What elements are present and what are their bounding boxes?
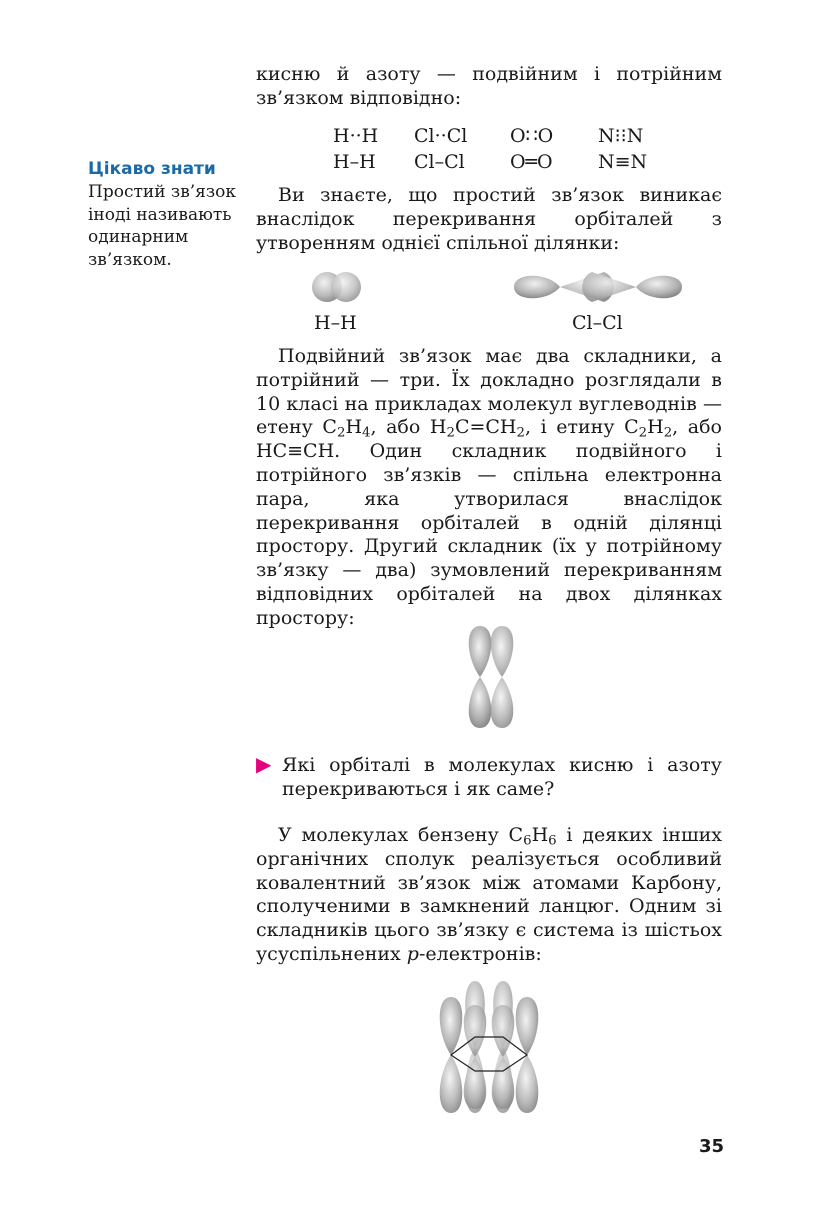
label-hh: H–H — [314, 312, 357, 334]
formula-hh-line: H–H — [333, 151, 376, 173]
paragraph-benzene: У молекулах бензену $C_6H_6$ і деяких інших органічних сполук реалізується особливий ковалентний зв’язок між атомами Карбону, сполученими в замкнений ланцюг. Одним зі складників цього зв’язку є система із шістьох усуспільнених p-електронів: — [256, 824, 722, 965]
paragraph-single-bond: Ви знаєте, що простий зв’язок виникає внаслідок перекривання орбіталей з утворенням однієї спільної ділянки: — [256, 184, 722, 254]
question-marker-icon: ▶ — [256, 752, 272, 776]
paragraph-intro: кисню й азоту — подвійним і потрійним зв’язком відповідно: — [256, 63, 722, 109]
label-clcl: Cl–Cl — [572, 312, 623, 334]
formula-oo-line: O═O — [510, 151, 553, 173]
formula-nn-dots: N⁝⁝N — [598, 125, 644, 147]
question-text: Які орбіталі в молекулах кисню і азоту перекриваються і як саме? — [282, 754, 722, 800]
benzene-p-orbitals-figure — [427, 975, 551, 1119]
clcl-orbital-overlap-figure — [512, 268, 684, 306]
hh-orbital-overlap-figure — [310, 269, 370, 305]
pi-bond-overlap-figure — [458, 618, 524, 736]
formula-oo-dots: O∷O — [510, 125, 554, 147]
paragraph-double-triple-bonds: Подвійний зв’язок має два складники, а потрійний — три. Їх докладно розглядали в 10 класі на прикладах молекул вуглеводнів — етену $C_2H_4$, або $H_2C=CH_2$, і етину $C_2H_2$, або HC≡CH. Один складник подвійного і потрійного зв’язків — спільна електронна пара, яка утворилася внаслідок перекривання орбіталей в одній ділянці простору. Другий складник (їх у потрійному зв’язку — два) зумовлений перекриванням відповідних орбіталей на двох ділянках простору: — [256, 345, 722, 629]
sidebar-title: Цікаво знати — [88, 159, 216, 179]
formula-nn-line: N≡N — [598, 151, 648, 173]
page-number: 35 — [699, 1136, 725, 1157]
formula-clcl-line: Cl–Cl — [414, 151, 465, 173]
formula-hh-dots: H··H — [333, 125, 379, 147]
sidebar-text: Простий зв’язок іноді називають одинарним зв’язком. — [88, 182, 237, 270]
formula-clcl-dots: Cl··Cl — [414, 125, 468, 147]
